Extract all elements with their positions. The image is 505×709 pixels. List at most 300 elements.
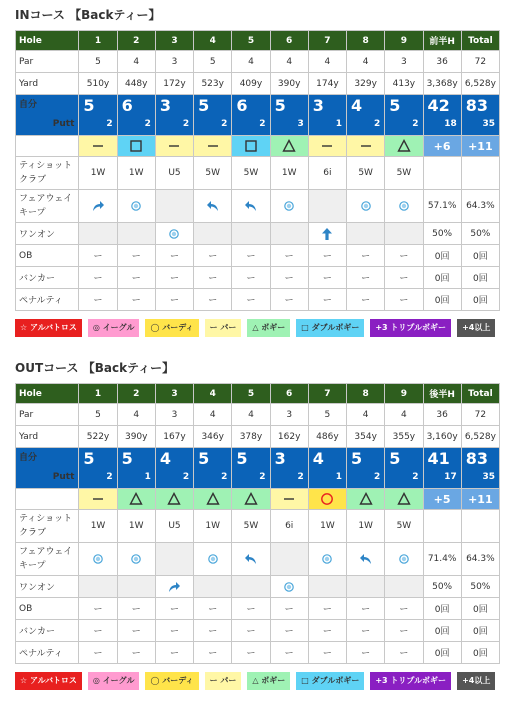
bunker-cell: ー — [308, 620, 346, 642]
penalty-cell: ー — [385, 289, 423, 311]
putt-count: 1 — [335, 119, 343, 129]
putt-count: 1 — [335, 472, 343, 482]
bunker-cell: ー — [79, 620, 117, 642]
hole-number: 1 — [79, 31, 117, 51]
legend — [15, 672, 505, 690]
bunker-row — [16, 620, 500, 642]
result-cell — [117, 136, 155, 157]
tee-club-cell: 1W — [79, 157, 117, 190]
yard-cell: 3,160y — [423, 426, 461, 448]
bunker-cell: ー — [385, 267, 423, 289]
yard-cell: 355y — [385, 426, 423, 448]
stroke-count: 5 — [389, 96, 401, 115]
score-cell — [155, 448, 193, 489]
penalty-cell: 0回 — [423, 289, 461, 311]
fairway-cell — [117, 543, 155, 576]
fairway-cell — [270, 190, 308, 223]
hole-number: 8 — [347, 31, 385, 51]
bunker-cell: ー — [194, 620, 232, 642]
tee-club-cell: 1W — [79, 510, 117, 543]
yard-cell: 162y — [270, 426, 308, 448]
fairway-hit-icon — [397, 552, 411, 566]
putt-count: 18 — [444, 119, 457, 129]
result-cell — [79, 136, 117, 157]
tee-club-cell: U5 — [155, 157, 193, 190]
par-cell: 4 — [347, 51, 385, 73]
legend-item: +3 トリプルボギー — [370, 319, 451, 337]
penalty-cell: ー — [270, 642, 308, 664]
penalty-cell: 0回 — [461, 289, 499, 311]
stroke-count: 83 — [465, 96, 488, 115]
penalty-row — [16, 289, 500, 311]
par-cell: 5 — [79, 404, 117, 426]
result-cell — [117, 489, 155, 510]
ob-cell: 0回 — [423, 245, 461, 267]
yard-cell: 523y — [194, 73, 232, 95]
score-cell — [347, 448, 385, 489]
stroke-count: 5 — [198, 96, 210, 115]
fairway-rate: 64.3% — [461, 190, 499, 223]
score-cell — [423, 95, 461, 136]
bogey-triangle-icon — [397, 492, 411, 506]
stroke-count: 6 — [236, 96, 248, 115]
putt-count: 1 — [144, 472, 151, 482]
result-cell — [347, 136, 385, 157]
bunker-cell: ー — [232, 620, 270, 642]
result-cell — [308, 489, 346, 510]
putt-count: 2 — [106, 119, 113, 129]
result-cell — [79, 489, 117, 510]
putt-count: 2 — [374, 472, 381, 482]
par-dash-icon — [359, 139, 373, 153]
legend-item: △ ボギー — [247, 672, 290, 690]
score-cell — [79, 448, 117, 489]
ob-cell: ー — [155, 245, 193, 267]
oneon-cell — [79, 576, 117, 598]
ob-cell: ー — [270, 598, 308, 620]
bunker-label: バンカー — [16, 620, 79, 642]
yard-cell: 378y — [232, 426, 270, 448]
tee-club-cell: 5W — [194, 157, 232, 190]
fairway-cell — [155, 190, 193, 223]
empty-cell — [423, 510, 461, 543]
fairway-label: フェアウェイ キープ — [16, 543, 79, 576]
par-cell: 4 — [117, 404, 155, 426]
yard-cell: 390y — [117, 426, 155, 448]
penalty-cell: ー — [347, 289, 385, 311]
oneon-cell — [79, 223, 117, 245]
oneon-cell — [117, 223, 155, 245]
oneon-cell — [155, 223, 193, 245]
yard-cell: 390y — [270, 73, 308, 95]
yard-cell: 174y — [308, 73, 346, 95]
result-total: +11 — [461, 489, 499, 510]
tee-label: ティショット クラブ — [16, 157, 79, 190]
putt-count: 2 — [259, 472, 266, 482]
curve-left-arrow-icon — [206, 199, 220, 213]
tee-club-cell: U5 — [155, 510, 193, 543]
yard-cell: 346y — [194, 426, 232, 448]
yard-cell: 413y — [385, 73, 423, 95]
score-cell — [232, 95, 270, 136]
bunker-cell: ー — [155, 620, 193, 642]
fairway-rate: 71.4% — [423, 543, 461, 576]
oneon-cell — [270, 223, 308, 245]
putt-count: 2 — [412, 472, 419, 482]
ob-cell: 0回 — [461, 245, 499, 267]
hole-number: 3 — [155, 31, 193, 51]
ob-cell: ー — [117, 598, 155, 620]
tee-club-row — [16, 157, 500, 190]
tee-club-cell: 5W — [347, 157, 385, 190]
tee-club-cell: 1W — [347, 510, 385, 543]
fairway-hit-icon — [282, 199, 296, 213]
fairway-cell — [347, 543, 385, 576]
par-dash-icon — [282, 492, 296, 506]
tee-club-cell: 5W — [385, 157, 423, 190]
result-row — [16, 489, 500, 510]
putt-count: 2 — [412, 119, 419, 129]
par-cell: 5 — [194, 51, 232, 73]
putt-count: 2 — [106, 472, 113, 482]
yard-cell: 354y — [347, 426, 385, 448]
oneon-cell — [308, 576, 346, 598]
legend-item: ー パー — [205, 672, 242, 690]
putt-count: 2 — [182, 472, 190, 482]
total-label: Total — [461, 384, 499, 404]
stroke-count: 5 — [351, 449, 363, 468]
oneon-cell — [270, 576, 308, 598]
bunker-cell: ー — [232, 267, 270, 289]
tee-club-cell: 6i — [270, 510, 308, 543]
self-label-cell — [16, 95, 79, 136]
bunker-cell: ー — [308, 267, 346, 289]
fairway-hit-icon — [129, 199, 143, 213]
hole-number: 6 — [270, 31, 308, 51]
bogey-triangle-icon — [397, 139, 411, 153]
penalty-cell: ー — [155, 642, 193, 664]
par-cell: 3 — [155, 51, 193, 73]
par-cell: 4 — [308, 51, 346, 73]
legend-item: +3 トリプルボギー — [370, 672, 451, 690]
result-total: +5 — [423, 489, 461, 510]
oneon-cell — [308, 223, 346, 245]
tee-club-cell: 1W — [270, 157, 308, 190]
hole-number: 4 — [194, 384, 232, 404]
score-cell — [423, 448, 461, 489]
yard-label: Yard — [16, 73, 79, 95]
score-cell — [461, 448, 499, 489]
result-cell — [347, 489, 385, 510]
legend-item: ◎ イーグル — [88, 672, 140, 690]
hole-number: 7 — [308, 384, 346, 404]
bogey-triangle-icon — [359, 492, 373, 506]
ob-cell: ー — [194, 245, 232, 267]
bunker-cell: ー — [194, 267, 232, 289]
fairway-cell — [155, 543, 193, 576]
bunker-cell: 0回 — [423, 267, 461, 289]
hole-number: 9 — [385, 384, 423, 404]
ob-cell: ー — [232, 598, 270, 620]
par-dash-icon — [206, 139, 220, 153]
legend-item: □ ダブルボギー — [296, 672, 364, 690]
putt-count: 2 — [182, 119, 190, 129]
penalty-cell: ー — [117, 642, 155, 664]
curve-right-arrow-icon — [167, 580, 181, 594]
putt-count: 35 — [482, 119, 495, 129]
par-cell: 72 — [461, 51, 499, 73]
oneon-label: ワンオン — [16, 223, 79, 245]
ob-cell: 0回 — [423, 598, 461, 620]
fairway-cell — [232, 190, 270, 223]
score-cell — [347, 95, 385, 136]
fairway-cell — [270, 543, 308, 576]
birdie-circle-icon — [320, 492, 334, 506]
stroke-count: 3 — [312, 96, 324, 115]
ob-cell: 0回 — [461, 598, 499, 620]
ob-cell: ー — [232, 245, 270, 267]
par-label: Par — [16, 404, 79, 426]
bunker-cell: ー — [385, 620, 423, 642]
penalty-cell: ー — [270, 289, 308, 311]
total-label: Total — [461, 31, 499, 51]
fairway-cell — [385, 543, 423, 576]
oneon-rate: 50% — [423, 223, 461, 245]
stroke-count: 42 — [427, 96, 450, 115]
section-title: OUTコース 【Backティー】 — [15, 361, 175, 375]
result-cell — [270, 136, 308, 157]
putt-count: 2 — [297, 472, 304, 482]
result-cell — [270, 489, 308, 510]
par-dash-icon — [320, 139, 334, 153]
par-cell: 4 — [117, 51, 155, 73]
par-cell: 3 — [270, 404, 308, 426]
hole-number: 5 — [232, 384, 270, 404]
empty-cell — [461, 510, 499, 543]
ob-cell: ー — [308, 245, 346, 267]
putt-count: 2 — [221, 119, 228, 129]
fairway-cell — [308, 190, 346, 223]
fairway-cell — [194, 543, 232, 576]
fairway-cell — [308, 543, 346, 576]
yard-cell: 448y — [117, 73, 155, 95]
result-cell — [385, 136, 423, 157]
par-cell: 3 — [155, 404, 193, 426]
penalty-label: ペナルティ — [16, 289, 79, 311]
fairway-rate: 57.1% — [423, 190, 461, 223]
self-label: 自分 — [19, 100, 38, 110]
fairway-row — [16, 190, 500, 223]
putt-count: 2 — [221, 472, 228, 482]
yard-cell: 486y — [308, 426, 346, 448]
fairway-cell — [347, 190, 385, 223]
fairway-rate: 64.3% — [461, 543, 499, 576]
par-cell: 5 — [79, 51, 117, 73]
yard-cell: 510y — [79, 73, 117, 95]
hole-label: Hole — [16, 384, 79, 404]
par-cell: 5 — [308, 404, 346, 426]
bogey-triangle-icon — [129, 492, 143, 506]
stroke-count: 3 — [159, 96, 171, 115]
score-cell — [270, 448, 308, 489]
tee-club-row — [16, 510, 500, 543]
oneon-cell — [194, 223, 232, 245]
bogey-triangle-icon — [244, 492, 258, 506]
bunker-cell: ー — [270, 620, 308, 642]
fairway-hit-icon — [91, 552, 105, 566]
result-cell — [232, 489, 270, 510]
hole-number: 7 — [308, 31, 346, 51]
fairway-hit-icon — [167, 227, 181, 241]
result-label-cell — [16, 136, 79, 157]
stroke-count: 5 — [274, 96, 286, 115]
hole-number: 2 — [117, 31, 155, 51]
oneon-cell — [194, 576, 232, 598]
yard-cell: 3,368y — [423, 73, 461, 95]
score-cell — [194, 448, 232, 489]
penalty-cell: ー — [194, 289, 232, 311]
bogey-triangle-icon — [167, 492, 181, 506]
self-label: 自分 — [19, 453, 38, 463]
result-cell — [155, 136, 193, 157]
score-row — [16, 95, 500, 136]
bunker-cell: ー — [270, 267, 308, 289]
ob-cell: ー — [79, 598, 117, 620]
bunker-cell: ー — [79, 267, 117, 289]
stroke-count: 5 — [236, 449, 248, 468]
legend-item: ☆ アルバトロス — [15, 672, 82, 690]
legend-item: ◯ バーディ — [145, 319, 198, 337]
bunker-cell: 0回 — [461, 620, 499, 642]
tee-club-cell: 1W — [194, 510, 232, 543]
putt-count: 35 — [482, 472, 495, 482]
par-cell: 72 — [461, 404, 499, 426]
fairway-row — [16, 543, 500, 576]
stroke-count: 83 — [465, 449, 488, 468]
par-cell: 36 — [423, 51, 461, 73]
hole-number: 3 — [155, 384, 193, 404]
yard-row — [16, 73, 500, 95]
stroke-count: 5 — [389, 449, 401, 468]
score-cell — [308, 448, 346, 489]
par-cell: 4 — [232, 404, 270, 426]
fairway-hit-icon — [206, 552, 220, 566]
tee-club-cell: 1W — [117, 510, 155, 543]
bunker-label: バンカー — [16, 267, 79, 289]
bunker-cell: ー — [347, 620, 385, 642]
fairway-hit-icon — [397, 199, 411, 213]
double-bogey-square-icon — [244, 139, 258, 153]
yard-label: Yard — [16, 426, 79, 448]
tee-club-cell: 5W — [232, 157, 270, 190]
ob-row — [16, 245, 500, 267]
ob-row — [16, 598, 500, 620]
score-cell — [155, 95, 193, 136]
stroke-count: 5 — [83, 449, 95, 468]
penalty-cell: ー — [385, 642, 423, 664]
ob-cell: ー — [79, 245, 117, 267]
up-arrow-icon — [320, 227, 334, 241]
stroke-count: 3 — [274, 449, 286, 468]
oneon-cell — [155, 576, 193, 598]
stroke-count: 5 — [121, 449, 133, 468]
ob-cell: ー — [347, 245, 385, 267]
scorecard-table — [15, 30, 500, 311]
result-total: +11 — [461, 136, 499, 157]
result-cell — [194, 136, 232, 157]
ob-cell: ー — [347, 598, 385, 620]
par-cell: 4 — [232, 51, 270, 73]
putt-count: 2 — [374, 119, 381, 129]
bunker-cell: ー — [117, 620, 155, 642]
par-cell: 4 — [347, 404, 385, 426]
result-cell — [385, 489, 423, 510]
oneon-cell — [385, 223, 423, 245]
curve-left-arrow-icon — [244, 552, 258, 566]
par-dash-icon — [91, 492, 105, 506]
oneon-cell — [347, 223, 385, 245]
stroke-count: 6 — [121, 96, 133, 115]
bunker-cell: ー — [155, 267, 193, 289]
hole-number: 5 — [232, 31, 270, 51]
penalty-cell: ー — [347, 642, 385, 664]
hole-number: 4 — [194, 31, 232, 51]
legend-item: +4以上 — [457, 319, 495, 337]
fairway-hit-icon — [282, 580, 296, 594]
par-dash-icon — [167, 139, 181, 153]
bunker-cell: ー — [347, 267, 385, 289]
score-cell — [117, 448, 155, 489]
ob-cell: ー — [194, 598, 232, 620]
ob-cell: ー — [270, 245, 308, 267]
fairway-hit-icon — [320, 552, 334, 566]
fairway-cell — [232, 543, 270, 576]
par-row — [16, 51, 500, 73]
stroke-count: 41 — [427, 449, 450, 468]
tee-club-cell: 1W — [308, 510, 346, 543]
penalty-cell: ー — [194, 642, 232, 664]
bunker-row — [16, 267, 500, 289]
tee-club-cell: 1W — [117, 157, 155, 190]
ob-cell: ー — [385, 598, 423, 620]
putt-count: 2 — [144, 119, 151, 129]
legend-item: +4以上 — [457, 672, 495, 690]
legend-item: △ ボギー — [247, 319, 290, 337]
score-cell — [308, 95, 346, 136]
stroke-count: 5 — [198, 449, 210, 468]
tee-club-cell: 5W — [232, 510, 270, 543]
tee-club-cell: 5W — [385, 510, 423, 543]
score-cell — [194, 95, 232, 136]
stroke-count: 4 — [312, 449, 324, 468]
ob-cell: ー — [385, 245, 423, 267]
header-row — [16, 31, 500, 51]
putt-label: Putt — [52, 119, 75, 129]
yard-cell: 6,528y — [461, 426, 499, 448]
hole-number: 9 — [385, 31, 423, 51]
fairway-cell — [79, 190, 117, 223]
legend-item: ◯ バーディ — [145, 672, 198, 690]
score-cell — [385, 95, 423, 136]
curve-left-arrow-icon — [359, 552, 373, 566]
score-cell — [385, 448, 423, 489]
oneon-cell — [232, 223, 270, 245]
result-cell — [308, 136, 346, 157]
yard-row — [16, 426, 500, 448]
penalty-label: ペナルティ — [16, 642, 79, 664]
oneon-cell — [117, 576, 155, 598]
par-cell: 3 — [385, 51, 423, 73]
